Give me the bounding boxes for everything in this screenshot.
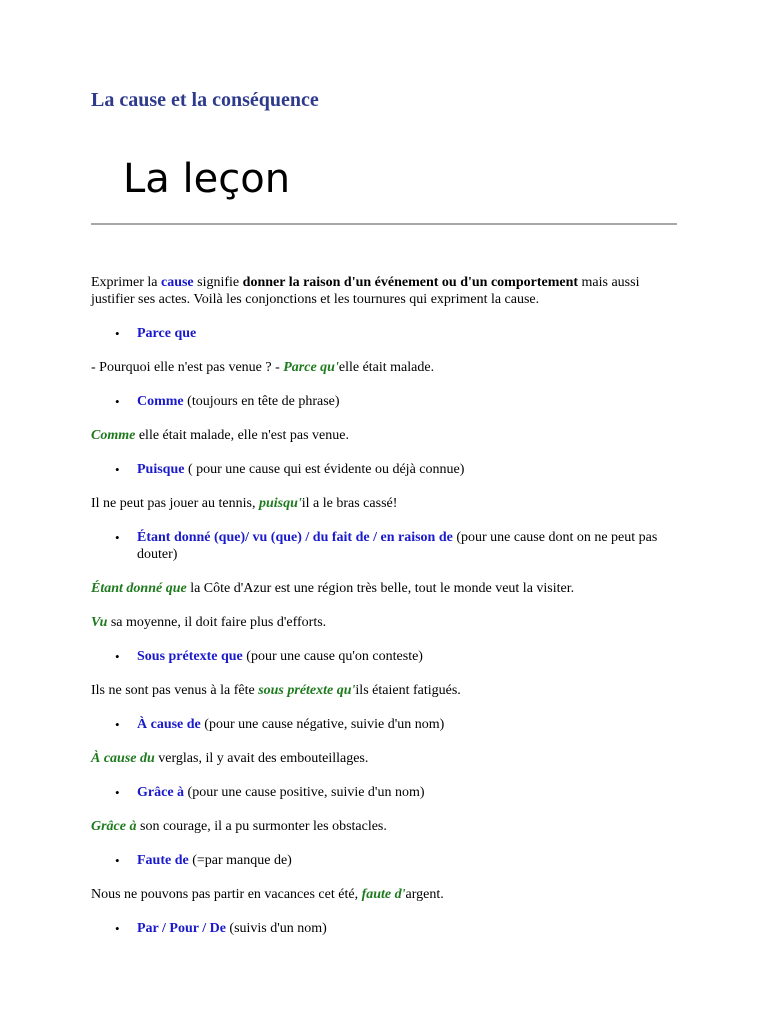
example-keyword: Vu — [91, 615, 108, 630]
list-item-faute-de — [115, 852, 677, 869]
bullet-icon: • — [115, 785, 120, 800]
example-text: la Côte d'Azur est une région très belle, tout le monde veut la visiter. — [186, 581, 575, 596]
conjunction-label: Par / Pour / De — [137, 921, 226, 936]
conjunction-label: Comme — [137, 394, 184, 409]
example-vu — [91, 614, 677, 631]
example-keyword: À cause du — [91, 751, 155, 766]
example-keyword: Grâce à — [91, 819, 137, 834]
example-grace-a — [91, 818, 677, 835]
bullet-list — [91, 784, 677, 801]
example-text: ils étaient fatigués. — [355, 683, 461, 698]
bullet-list — [91, 393, 677, 410]
page-title: La cause et la conséquence — [91, 89, 319, 111]
example-text: il a le bras cassé! — [301, 496, 398, 511]
example-text: sa moyenne, il doit faire plus d'efforts. — [107, 615, 327, 630]
example-text: verglas, il y avait des embouteillages. — [154, 751, 369, 766]
example-text: Nous ne pouvons pas partir en vacances cet été, — [91, 887, 362, 902]
bullet-list — [91, 648, 677, 665]
list-item-sous-pretexte — [115, 648, 677, 665]
bullet-icon: • — [115, 462, 120, 477]
bullet-icon: • — [115, 326, 120, 341]
example-keyword: Étant donné que — [91, 581, 187, 596]
example-text: - Pourquoi elle n'est pas venue ? - — [91, 360, 284, 375]
list-item-parce-que — [115, 325, 677, 342]
example-etant-donne — [91, 580, 677, 597]
example-text: Ils ne sont pas venus à la fête — [91, 683, 259, 698]
list-item-etant-donne — [115, 529, 677, 563]
example-keyword: faute d' — [361, 887, 406, 902]
conjunction-label: Parce que — [137, 326, 197, 341]
example-text: Il ne peut pas jouer au tennis, — [91, 496, 259, 511]
example-text: argent. — [405, 887, 444, 902]
conjunction-label: Étant donné (que)/ vu (que) / du fait de / en raison de — [137, 530, 453, 545]
conjunction-label: Faute de — [137, 853, 189, 868]
intro-definition: donner la raison d'un événement ou d'un comportement — [242, 275, 579, 290]
list-item-comme — [115, 393, 677, 410]
conjunction-note: ( pour une cause qui est évidente ou déjà connue) — [184, 462, 465, 477]
example-text: elle était malade. — [338, 360, 435, 375]
example-text: son courage, il a pu surmonter les obstacles. — [136, 819, 387, 834]
bullet-icon: • — [115, 717, 120, 732]
conjunction-note: (pour une cause qu'on conteste) — [242, 649, 423, 664]
example-text: elle était malade, elle n'est pas venue. — [135, 428, 349, 443]
example-comme — [91, 427, 677, 444]
bullet-icon: • — [115, 530, 120, 545]
conjunction-label: Sous prétexte que — [137, 649, 243, 664]
bullet-list — [91, 325, 677, 342]
conjunction-note: (toujours en tête de phrase) — [183, 394, 340, 409]
intro-text: signifie — [193, 275, 243, 290]
example-keyword: Comme — [91, 428, 136, 443]
conjunction-note: (suivis d'un nom) — [225, 921, 327, 936]
conjunction-note: (=par manque de) — [188, 853, 292, 868]
bullet-icon: • — [115, 853, 120, 868]
example-keyword: Parce qu' — [283, 360, 339, 375]
list-item-par-pour-de — [115, 920, 677, 937]
intro-text: mais aussi justifier ses actes. Voilà les conjonctions et les tournures qui expriment la cause. — [91, 275, 640, 307]
lesson-heading: La leçon — [123, 156, 291, 202]
conjunction-label: Grâce à — [137, 785, 185, 800]
conjunction-label: Puisque — [137, 462, 185, 477]
conjunction-label: À cause de — [137, 717, 201, 732]
conjunction-note: (pour une cause négative, suivie d'un nom) — [200, 717, 445, 732]
example-sous-pretexte — [91, 682, 677, 699]
example-keyword: sous prétexte qu' — [258, 683, 356, 698]
bullet-icon: • — [115, 921, 120, 936]
bullet-icon: • — [115, 649, 120, 664]
bullet-list — [91, 920, 677, 937]
example-a-cause-de — [91, 750, 677, 767]
lesson-content — [91, 274, 677, 954]
example-parce-que — [91, 359, 677, 376]
intro-text: Exprimer la — [91, 275, 161, 290]
bullet-list — [91, 852, 677, 869]
bullet-list — [91, 461, 677, 478]
list-item-puisque — [115, 461, 677, 478]
intro-paragraph — [91, 274, 677, 308]
example-puisque — [91, 495, 677, 512]
bullet-icon: • — [115, 394, 120, 409]
list-item-grace-a — [115, 784, 677, 801]
example-keyword: puisqu' — [258, 496, 302, 511]
conjunction-note: (pour une cause dont on ne peut pas douter) — [137, 530, 658, 562]
example-faute-de — [91, 886, 677, 903]
conjunction-note: (pour une cause positive, suivie d'un nom) — [184, 785, 425, 800]
horizontal-divider — [91, 223, 677, 225]
bullet-list — [91, 716, 677, 733]
bullet-list — [91, 529, 677, 563]
list-item-a-cause-de — [115, 716, 677, 733]
intro-keyword: cause — [160, 275, 194, 290]
